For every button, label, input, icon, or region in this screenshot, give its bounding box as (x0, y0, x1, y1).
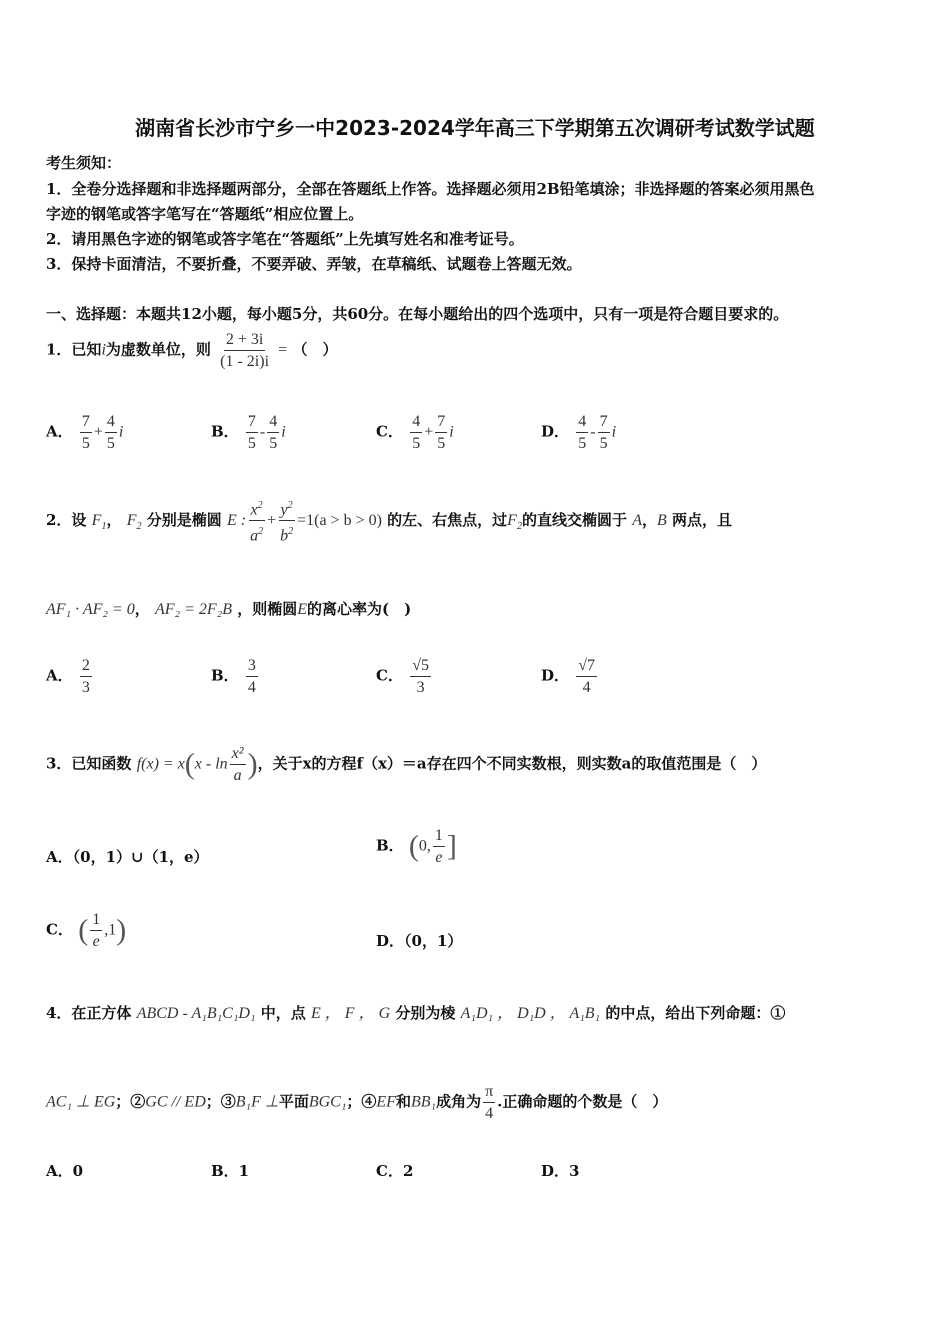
question-4-propositions: AC₁ ⊥ EG；②GC // ED；③B₁F ⊥平面BGC₁；④EF和BB₁成角为 $\frac{\pi}{4}$ .正确命题的个数是（ ） (46, 1083, 668, 1122)
q3-option-d[interactable]: D．（0，1） (376, 932, 463, 950)
f2-symbol: $F_2$ (126, 511, 142, 533)
q3-option-a[interactable]: A．（0，1）∪（1，e） (46, 848, 209, 866)
q2-option-a[interactable]: A． $\frac{2}{3}$ (46, 657, 90, 696)
question-2: 2．设 $F_1$， $F_2$ 分别是椭圆 E : $\frac{x^2}{a^2}$ + $\frac{y^2}{b^2}$ =1(a > b > 0) 的左、右焦点，过$F_2$的直线交椭圆于 A，B 两点，且 (46, 496, 732, 546)
q1-fraction: $\frac{2 + 3i}{(1 - 2i)i}$ (220, 331, 270, 370)
q1-equals: = (278, 341, 288, 359)
q4-option-b[interactable]: B．1 (211, 1162, 250, 1180)
notice-item: 2．请用黑色字迹的钢笔或答字笔在“答题纸”上先填写姓名和准考证号。 (46, 230, 524, 248)
q1-i: i (101, 341, 106, 359)
ellipse-label: E : (226, 511, 247, 529)
q3-option-b[interactable]: B． (0, $\frac{1}{e}$ ] (376, 827, 457, 866)
q2-option-d[interactable]: D． $\frac{√7}{4}$ (541, 657, 596, 696)
q2-option-b[interactable]: B． $\frac{3}{4}$ (211, 657, 256, 696)
q4-cube: ABCD - A₁B₁C₁D₁ (136, 1005, 256, 1022)
q4-option-c[interactable]: C．2 (376, 1162, 414, 1180)
q2-option-c[interactable]: C． $\frac{√5}{3}$ (376, 657, 429, 696)
q1-option-c[interactable]: C． $\frac{4}{5}$ + $\frac{7}{5}$ i (376, 413, 454, 452)
page-title: 湖南省长沙市宁乡一中2023-2024学年高三下学期第五次调研考试数学试题 (135, 116, 815, 140)
q3-option-c[interactable]: C． ( $\frac{1}{e}$ ,1) (46, 911, 127, 950)
q4-option-a[interactable]: A．0 (46, 1162, 84, 1180)
q1-suffix: （ ） (292, 340, 338, 359)
question-1 (46, 330, 338, 371)
q2-condition-1: AF₁ · AF₂ = 0 (46, 601, 135, 618)
notice-item: 字迹的钢笔或答字笔写在“答题纸”相应位置上。 (46, 205, 364, 223)
notice-heading: 考生须知： (46, 154, 122, 172)
question-4: 4．在正方体 ABCD - A₁B₁C₁D₁ 中，点 E ， F ， G 分别为棱 A₁D₁ ， D₁D ， A₁B₁ 的中点，给出下列命题：① (46, 1004, 786, 1022)
question-2-conditions: AF₁ · AF₂ = 0， AF₂ = 2F₂B ，则椭圆E的离心率为( ) (46, 600, 412, 618)
notice-item: 3．保持卡面清洁，不要折叠，不要弄破、弄皱，在草稿纸、试题卷上答题无效。 (46, 255, 582, 273)
q3-function: f(x) = x (136, 755, 185, 773)
q4-option-d[interactable]: D．3 (541, 1162, 580, 1180)
f1-symbol: $F_1$ (91, 511, 107, 533)
question-3: 3．已知函数 f(x) = x(x - ln $\frac{\text{x²}}{a}$ )，关于x的方程f（x）＝a存在四个不同实数根，则实数a的取值范围是（ ） (46, 745, 767, 784)
q1-mid: 为虚数单位，则 (105, 340, 211, 359)
q1-prefix: 1．已知 (46, 340, 102, 359)
q1-option-d[interactable]: D． $\frac{4}{5}$ - $\frac{7}{5}$ i (541, 413, 617, 452)
section-heading: 一、选择题：本题共12小题，每小题5分，共60分。在每小题给出的四个选项中，只有一项是符合题目要求的。 (46, 305, 789, 323)
q1-option-a[interactable]: A． $\frac{7}{5}$ + $\frac{4}{5}$ i (46, 413, 124, 452)
q2-condition-2: AF₂ = 2F₂B (154, 601, 232, 618)
ellipse-equation: =1(a > b > 0) (297, 511, 382, 529)
q1-option-b[interactable]: B． $\frac{7}{5}$ - $\frac{4}{5}$ i (211, 413, 286, 452)
notice-item: 1．全卷分选择题和非选择题两部分，全部在答题纸上作答。选择题必须用2B铅笔填涂；非选择题的答案必须用黑色 (46, 180, 815, 198)
